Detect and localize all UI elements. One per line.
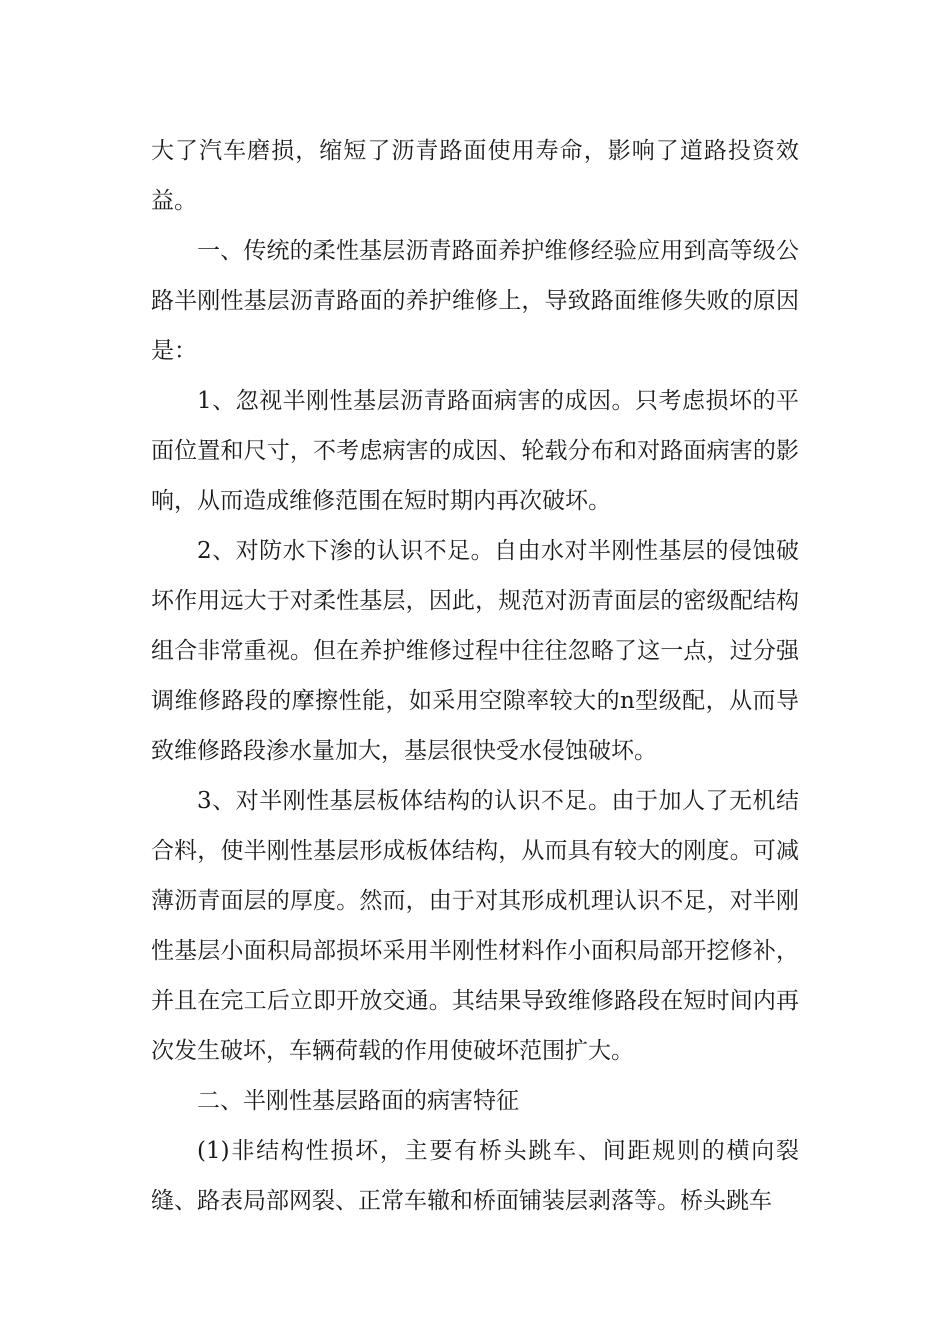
- paragraph-continuation: 大了汽车磨损，缩短了沥青路面使用寿命，影响了道路投资效益。: [151, 138, 799, 214]
- paragraph-point-2: 2、对防水下渗的认识不足。自由水对半刚性基层的侵蚀破坏作用远大于对柔性基层，因此，规范对沥青面层的密级配结构组合非常重视。但在养护维修过程中往往忽略了这一点，过分强调维修路段的摩擦性能，如采用空隙率较大的n型级配，从而导致维修路段渗水量加大，基层很快受水侵蚀破坏。: [151, 538, 799, 764]
- paragraph-heading-1: 一、传统的柔性基层沥青路面养护维修经验应用到高等级公路半刚性基层沥青路面的养护维修上，导致路面维修失败的原因是：: [151, 238, 799, 364]
- paragraph-item-1: (1)非结构性损坏，主要有桥头跳车、间距规则的横向裂缝、路表局部网裂、正常车辙和桥面铺装层剥落等。桥头跳车: [151, 1138, 799, 1214]
- paragraph-point-1: 1、忽视半刚性基层沥青路面病害的成因。只考虑损坏的平面位置和尺寸，不考虑病害的成因、轮载分布和对路面病害的影响，从而造成维修范围在短时期内再次破坏。: [151, 388, 799, 514]
- paragraph-heading-2: 二、半刚性基层路面的病害特征: [197, 1088, 519, 1114]
- body-text: [151, 126, 799, 1226]
- paragraph-point-3: 3、对半刚性基层板体结构的认识不足。由于加人了无机结合料，使半刚性基层形成板体结构，从而具有较大的刚度。可减薄沥青面层的厚度。然而，由于对其形成机理认识不足，对半刚性基层小面积局部损坏采用半刚性材料作小面积局部开挖修补，并且在完工后立即开放交通。其结果导致维修路段在短时间内再次发生破坏，车辆荷载的作用使破坏范围扩大。: [151, 788, 799, 1064]
